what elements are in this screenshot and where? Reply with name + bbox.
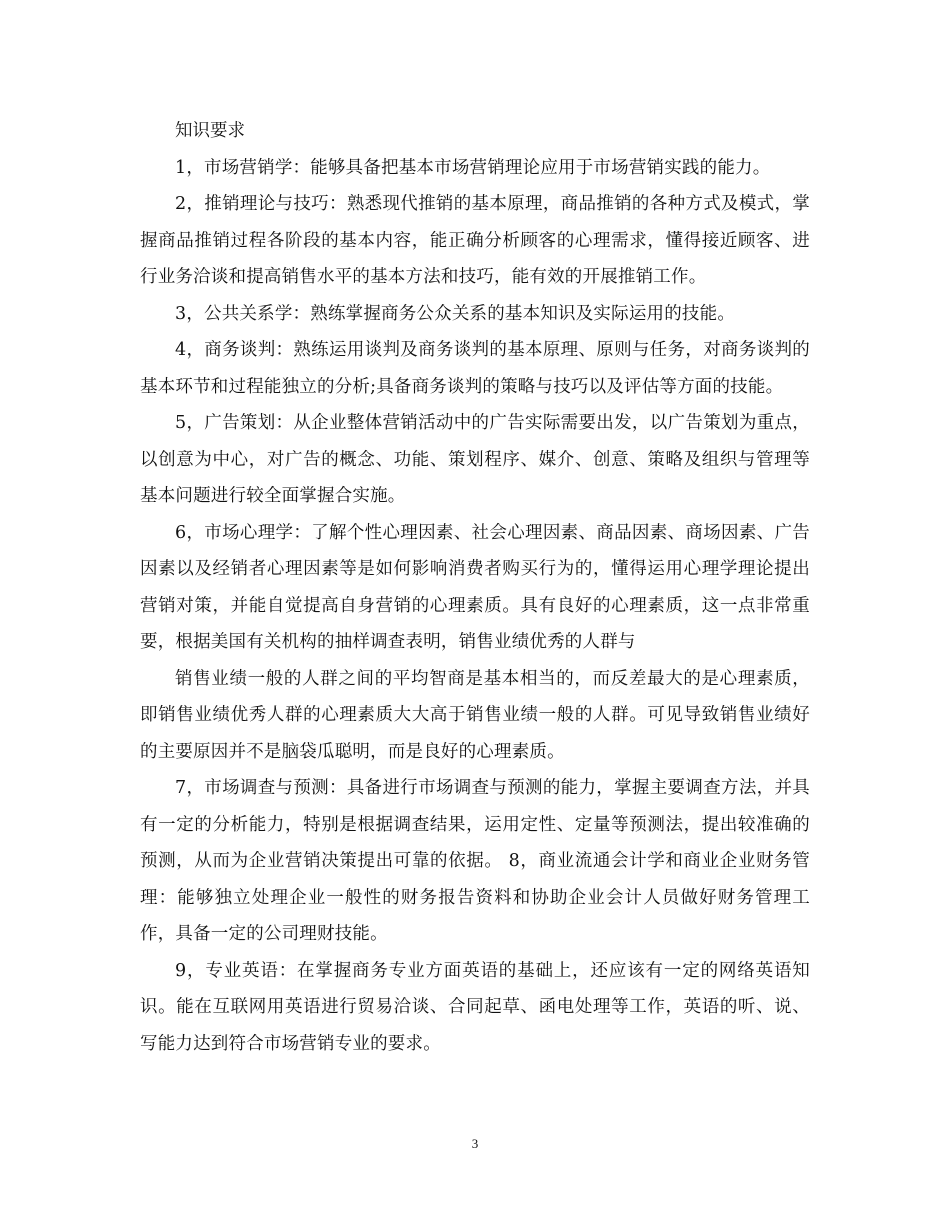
paragraph-9: 9，专业英语：在掌握商务专业方面英语的基础上，还应该有一定的网络英语知识。能在互联网用英语进行贸易洽谈、合同起草、函电处理等工作，英语的听、说、写能力达到符合市场营销专业的要求。 (140, 960, 810, 1054)
paragraph-5: 5，广告策划：从企业整体营销活动中的广告实际需要出发，以广告策划为重点，以创意为中心，对广告的概念、功能、策划程序、媒介、创意、策略及组织与管理等基本问题进行较全面掌握合实施。 (140, 413, 810, 506)
paragraph-4: 4，商务谈判：熟练运用谈判及商务谈判的基本原理、原则与任务，对商务谈判的基本环节和过程能独立的分析;具备商务谈判的策略与技巧以及评估等方面的技能。 (140, 340, 810, 397)
paragraph-6-continued: 销售业绩一般的人群之间的平均智商是基本相当的，而反差最大的是心理素质，即销售业绩优秀人群的心理素质大大高于销售业绩一般的人群。可见导致销售业绩好的主要原因并不是脑袋瓜聪明，而是良好的心理素质。 (140, 668, 810, 762)
paragraph-2: 2，推销理论与技巧：熟悉现代推销的基本原理，商品推销的各种方式及模式，掌握商品推销过程各阶段的基本内容，能正确分析顾客的心理需求，懂得接近顾客、进行业务洽谈和提高销售水平的基本方法和技巧，能有效的开展推销工作。 (140, 194, 810, 287)
document-body (140, 113, 810, 1062)
paragraph-7-8: 7，市场调查与预测：具备进行市场调查与预测的能力，掌握主要调查方法，并具有一定的分析能力，特别是根据调查结果，运用定性、定量等预测法，提出较准确的预测，从而为企业营销决策提出可靠的依据。 8，商业流通会计学和商业企业财务管理：能够独立处理企业一般性的财务报告资料和协助企业会计人员做好财务管理工作，具备一定的公司理财技能。 (140, 778, 810, 944)
section-heading: 知识要求 (175, 121, 245, 141)
page-number: 3 (471, 1136, 479, 1151)
paragraph-3: 3，公共关系学：熟练掌握商务公众关系的基本知识及实际运用的技能。 (175, 303, 736, 324)
paragraph-6: 6，市场心理学：了解个性心理因素、社会心理因素、商品因素、商场因素、广告因素以及经销者心理因素等是如何影响消费者购买行为的，懂得运用心理学理论提出营销对策，并能自觉提高自身营销的心理素质。具有良好的心理素质，这一点非常重要，根据美国有关机构的抽样调查表明，销售业绩优秀的人群与 (140, 522, 810, 652)
paragraph-1: 1，市场营销学：能够具备把基本市场营销理论应用于市场营销实践的能力。 (175, 157, 771, 178)
